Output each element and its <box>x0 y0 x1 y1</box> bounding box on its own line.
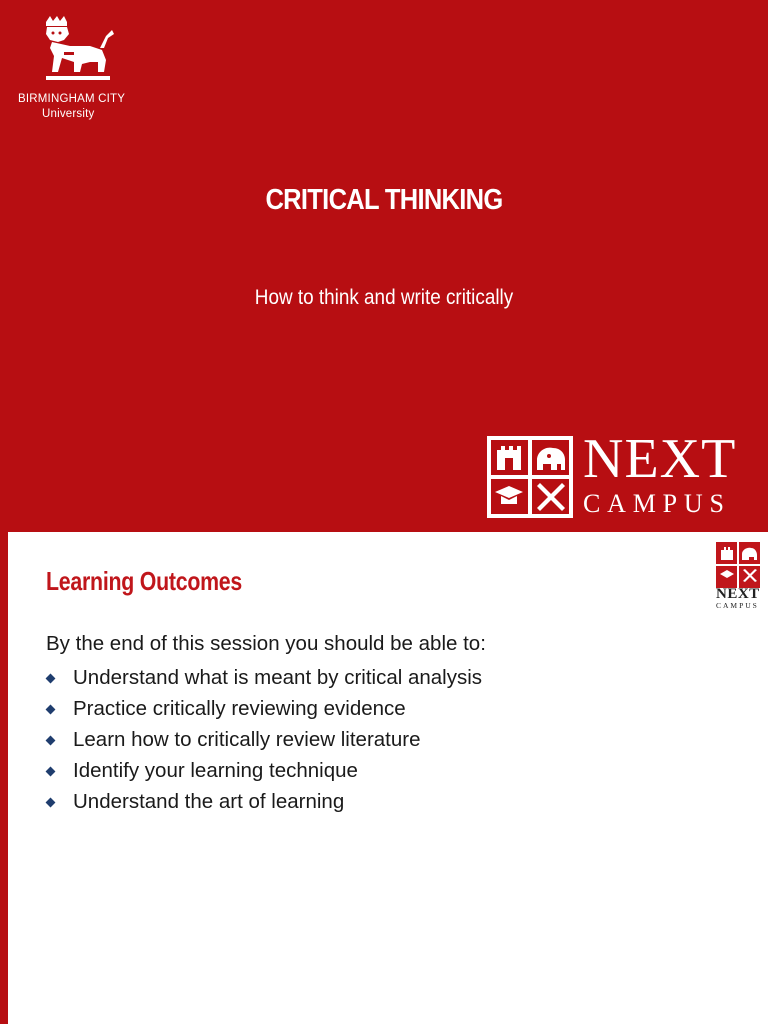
list-item <box>46 788 482 819</box>
list-item <box>46 726 482 757</box>
next-campus-crest-small-icon <box>716 542 760 588</box>
list-item <box>46 664 482 695</box>
list-item-text: Identify your learning technique <box>73 759 358 782</box>
diamond-bullet-icon <box>46 767 56 777</box>
diamond-bullet-icon <box>46 674 56 684</box>
university-name-line2: University <box>42 108 95 120</box>
diamond-bullet-icon <box>46 798 56 808</box>
next-campus-small-next: NEXT <box>716 586 760 602</box>
list-item-text: Understand the art of learning <box>73 790 345 813</box>
list-item-text: Practice critically reviewing evidence <box>73 697 406 720</box>
outcomes-intro: By the end of this session you should be able to: <box>46 632 486 655</box>
list-item-text: Learn how to critically review literature <box>73 728 421 751</box>
outcomes-list <box>46 664 482 819</box>
diamond-bullet-icon <box>46 705 56 715</box>
list-item-text: Understand what is meant by critical analysis <box>73 666 483 689</box>
next-campus-wordmark-campus: CAMPUS <box>583 489 731 518</box>
slide-title: CRITICAL THINKING <box>265 184 503 216</box>
university-name-line1: BIRMINGHAM CITY <box>18 93 126 105</box>
bcu-lion-logo-icon <box>40 16 116 84</box>
slide-edge-divider <box>0 532 8 1024</box>
next-campus-crest-icon <box>487 436 573 518</box>
learning-outcomes-slide <box>0 532 768 1024</box>
list-item <box>46 695 482 726</box>
next-campus-small-campus: CAMPUS <box>716 601 759 610</box>
slide-subtitle: How to think and write critically <box>254 286 514 309</box>
diamond-bullet-icon <box>46 736 56 746</box>
university-name <box>18 92 125 122</box>
next-campus-wordmark-next: NEXT <box>583 428 737 490</box>
learning-outcomes-title: Learning Outcomes <box>46 566 243 596</box>
list-item <box>46 757 482 788</box>
